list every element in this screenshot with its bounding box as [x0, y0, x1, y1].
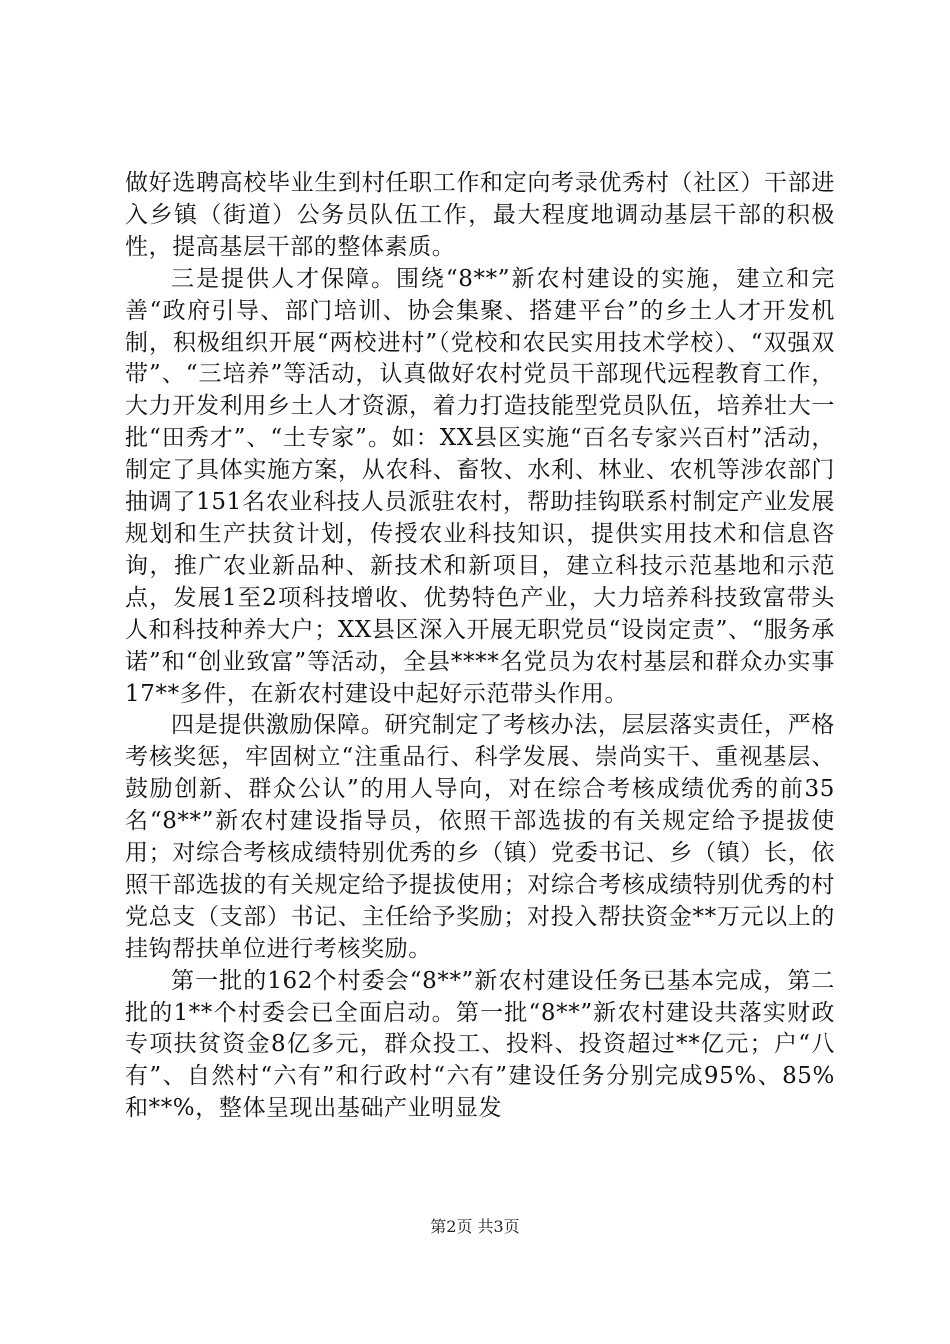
page-number: 第2页 共3页: [430, 1217, 520, 1236]
page-footer: [0, 1214, 950, 1237]
paragraph-continuation: 做好选聘高校毕业生到村任职工作和定向考录优秀村（社区）干部进入乡镇（街道）公务员队伍工作，最大程度地调动基层干部的积极性，提高基层干部的整体素质。: [125, 170, 835, 260]
paragraph-talent-guarantee: 三是提供人才保障。围绕“8**”新农村建设的实施，建立和完善“政府引导、部门培训、协会集聚、搭建平台”的乡土人才开发机制，积极组织开展“两校进村”（党校和农民实用技术学校）、“双强双带”、“三培养”等活动，认真做好农村党员干部现代远程教育工作，大力开发利用乡土人才资源，着力打造技能型党员队伍，培养壮大一批“田秀才”、“土专家”。如：XX县区实施“百名专家兴百村”活动，制定了具体实施方案，从农科、畜牧、水利、林业、农机等涉农部门抽调了151名农业科技人员派驻农村，帮助挂钩联系村制定产业发展规划和生产扶贫计划，传授农业科技知识，提供实用技术和信息咨询，推广农业新品种、新技术和新项目，建立科技示范基地和示范点，发展1至2项科技增收、优势特色产业，大力培养科技致富带头人和科技种养大户；XX县区深入开展无职党员“设岗定责”、“服务承诺”和“创业致富”等活动，全县****名党员为农村基层和群众办实事17**多件，在新农村建设中起好示范带头作用。: [125, 265, 835, 707]
paragraph-results: 第一批的162个村委会“8**”新农村建设任务已基本完成，第二批的1**个村委会已全面启动。第一批“8**”新农村建设共落实财政专项扶贫资金8亿多元，群众投工、投料、投资超过**亿元；户“八有”、自然村“六有”和行政村“六有”建设任务分别完成95%、85%和**%，整体呈现出基础产业明显发: [125, 967, 835, 1122]
paragraph-incentive-guarantee: 四是提供激励保障。研究制定了考核办法，层层落实责任，严格考核奖惩，牢固树立“注重品行、科学发展、崇尚实干、重视基层、鼓励创新、群众公认”的用人导向，对在综合考核成绩优秀的前35名“8**”新农村建设指导员，依照干部选拔的有关规定给予提拔使用；对综合考核成绩特别优秀的乡（镇）党委书记、乡（镇）长，依照干部选拔的有关规定给予提拔使用；对综合考核成绩特别优秀的村党总支（支部）书记、主任给予奖励；对投入帮扶资金**万元以上的挂钩帮扶单位进行考核奖励。: [125, 712, 835, 962]
document-body: [125, 168, 835, 1125]
